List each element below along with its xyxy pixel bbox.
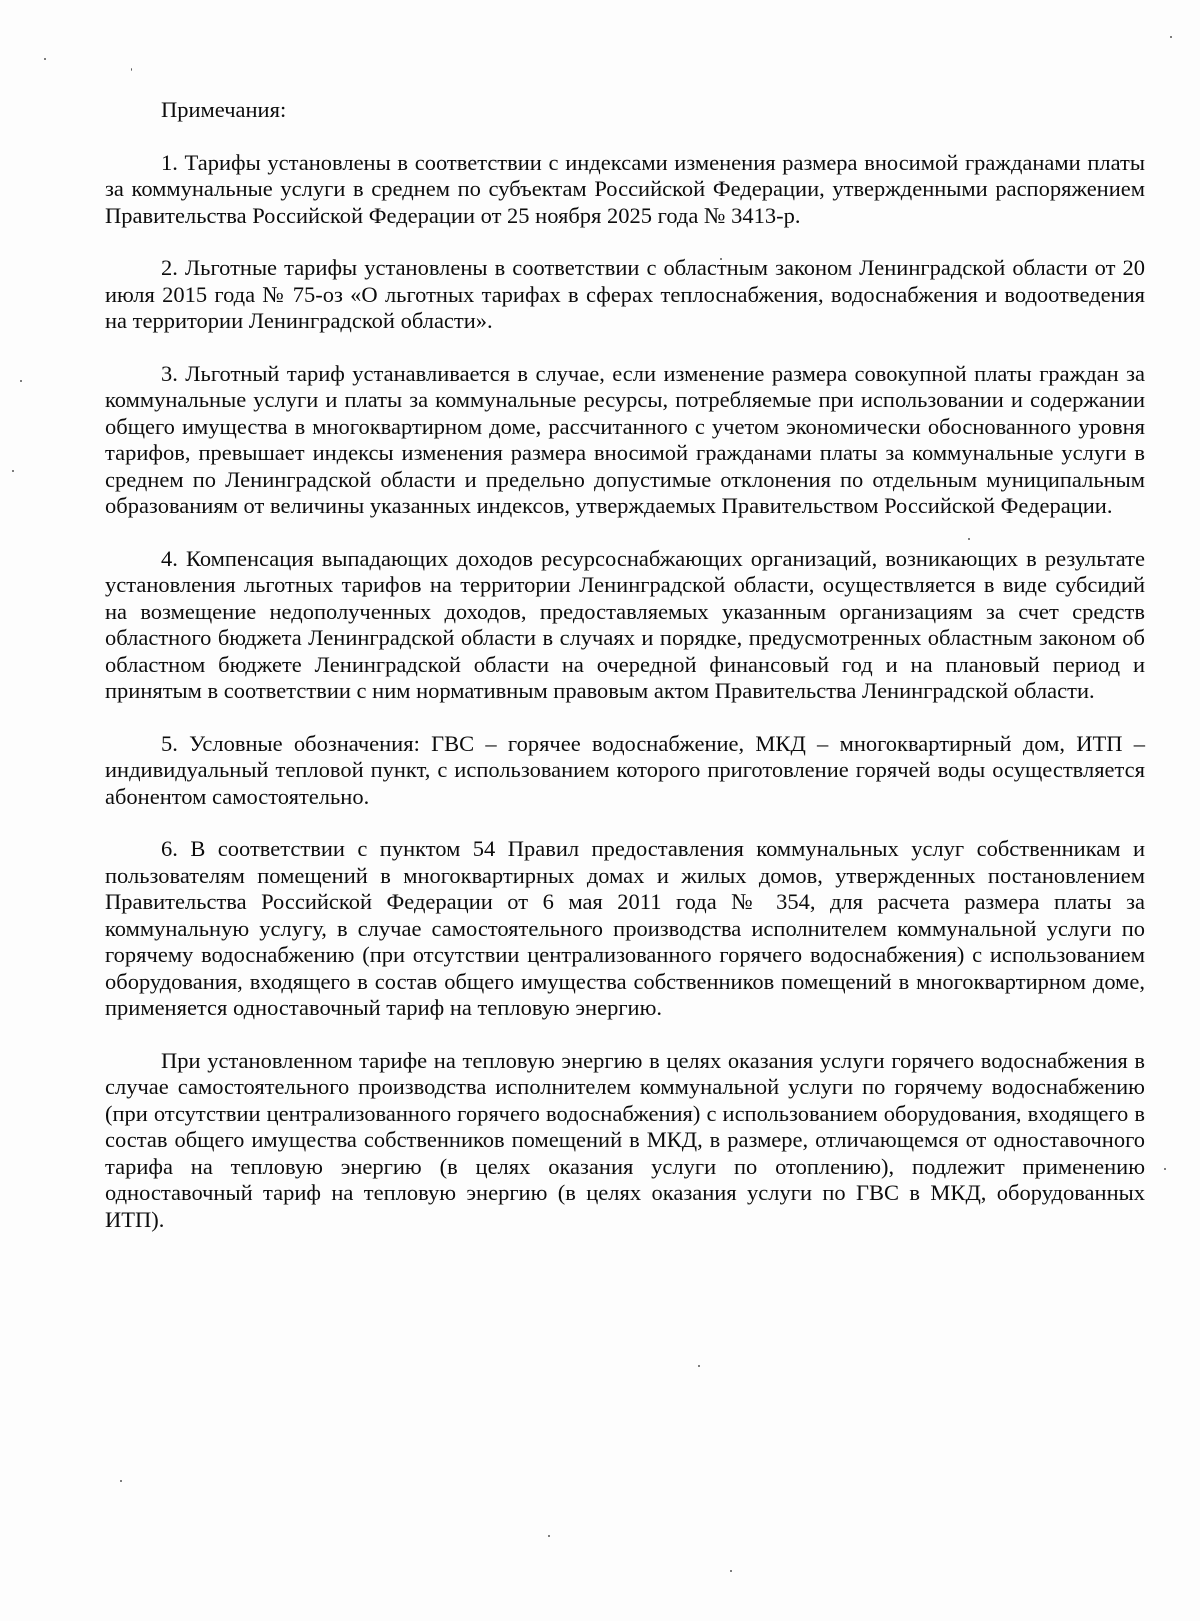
note-6: 6. В соответствии с пунктом 54 Правил предоставления коммунальных услуг собственникам и пользователям помещений в многоквартирных домах и жилых домов, утвержденных постановлением Правительства Российской Федерации от 6 мая 2011 года № 354, для расчета размера платы за коммунальную услугу, в случае самостоятельного производства исполнителем коммунальной услуги по горячему водоснабжению (при отсутствии централизованного горячего водоснабжения) с использованием оборудования, входящего в состав общего имущества собственников помещений в многоквартирном доме, применяется одноставочный тариф на тепловую энергию. bbox=[105, 836, 1145, 1020]
scan-speck bbox=[44, 58, 46, 60]
scan-speck bbox=[548, 1535, 550, 1537]
note-4: 4. Компенсация выпадающих доходов ресурсоснабжающих организаций, возникающих в результате установления льготных тарифов на территории Ленинградской области, осуществляется в виде субсидий на возмещение недополученных доходов, предоставляемых указанным организациям за счет средств областного бюджета Ленинградской области в случаях и порядке, предусмотренных областным законом об областном бюджете Ленинградской области на очередной финансовый год и на плановый период и принятым в соответствии с ним нормативным правовым актом Правительства Ленинградской области. bbox=[105, 545, 1145, 703]
note-2: 2. Льготные тарифы установлены в соответствии с областным законом Ленинградской области от 20 июля 2015 года № 75-оз «О льготных тарифах в сферах теплоснабжения, водоснабжения и водоотведения на территории Ленинградской области». bbox=[105, 255, 1145, 333]
note-1: 1. Тарифы установлены в соответствии с индексами изменения размера вносимой гражданами платы за коммунальные услуги в среднем по субъектам Российской Федерации, утвержденными распоряжением Правительства Российской Федерации от 25 ноября 2025 года № 3413-р. bbox=[105, 149, 1145, 228]
scan-speck bbox=[730, 1570, 732, 1572]
scan-speck bbox=[131, 68, 132, 71]
note-5: 5. Условные обозначения: ГВС – горячее водоснабжение, МКД – многоквартирный дом, ИТП – индивидуальный тепловой пункт, с использованием которого приготовление горячей воды осуществляется абонентом самостоятельно. bbox=[105, 730, 1145, 809]
scan-speck bbox=[12, 470, 14, 472]
scan-speck bbox=[1164, 1168, 1166, 1170]
scan-speck bbox=[20, 380, 22, 382]
scan-speck bbox=[120, 1480, 122, 1482]
scan-speck bbox=[698, 1365, 700, 1367]
note-3: 3. Льготный тариф устанавливается в случае, если изменение размера совокупной платы граждан за коммунальные услуги и платы за коммунальные ресурсы, потребляемые при использовании и содержании общего имущества в многоквартирном доме, рассчитанного с учетом экономически обоснованного уровня тарифов, превышает индексы изменения размера вносимой гражданами платы за коммунальные услуги в среднем по Ленинградской области и предельно допустимые отклонения по отдельным муниципальным образованиям от величины указанных индексов, утверждаемых Правительством Российской Федерации. bbox=[105, 360, 1145, 518]
note-6-continuation: При установленном тарифе на тепловую энергию в целях оказания услуги горячего водоснабжения в случае самостоятельного производства исполнителем коммунальной услуги по горячему водоснабжению (при отсутствии централизованного горячего водоснабжения) с использованием оборудования, входящего в состав общего имущества собственников помещений в МКД, в размере, отличающемся от одноставочного тарифа на тепловую энергию (в целях оказания услуги по отоплению), подлежит применению одноставочный тариф на тепловую энергию (в целях оказания услуги по ГВС в МКД, оборудованных ИТП). bbox=[105, 1047, 1145, 1232]
document-body bbox=[105, 97, 1145, 1259]
notes-heading: Примечания: bbox=[161, 97, 287, 122]
scan-speck bbox=[1170, 36, 1172, 38]
